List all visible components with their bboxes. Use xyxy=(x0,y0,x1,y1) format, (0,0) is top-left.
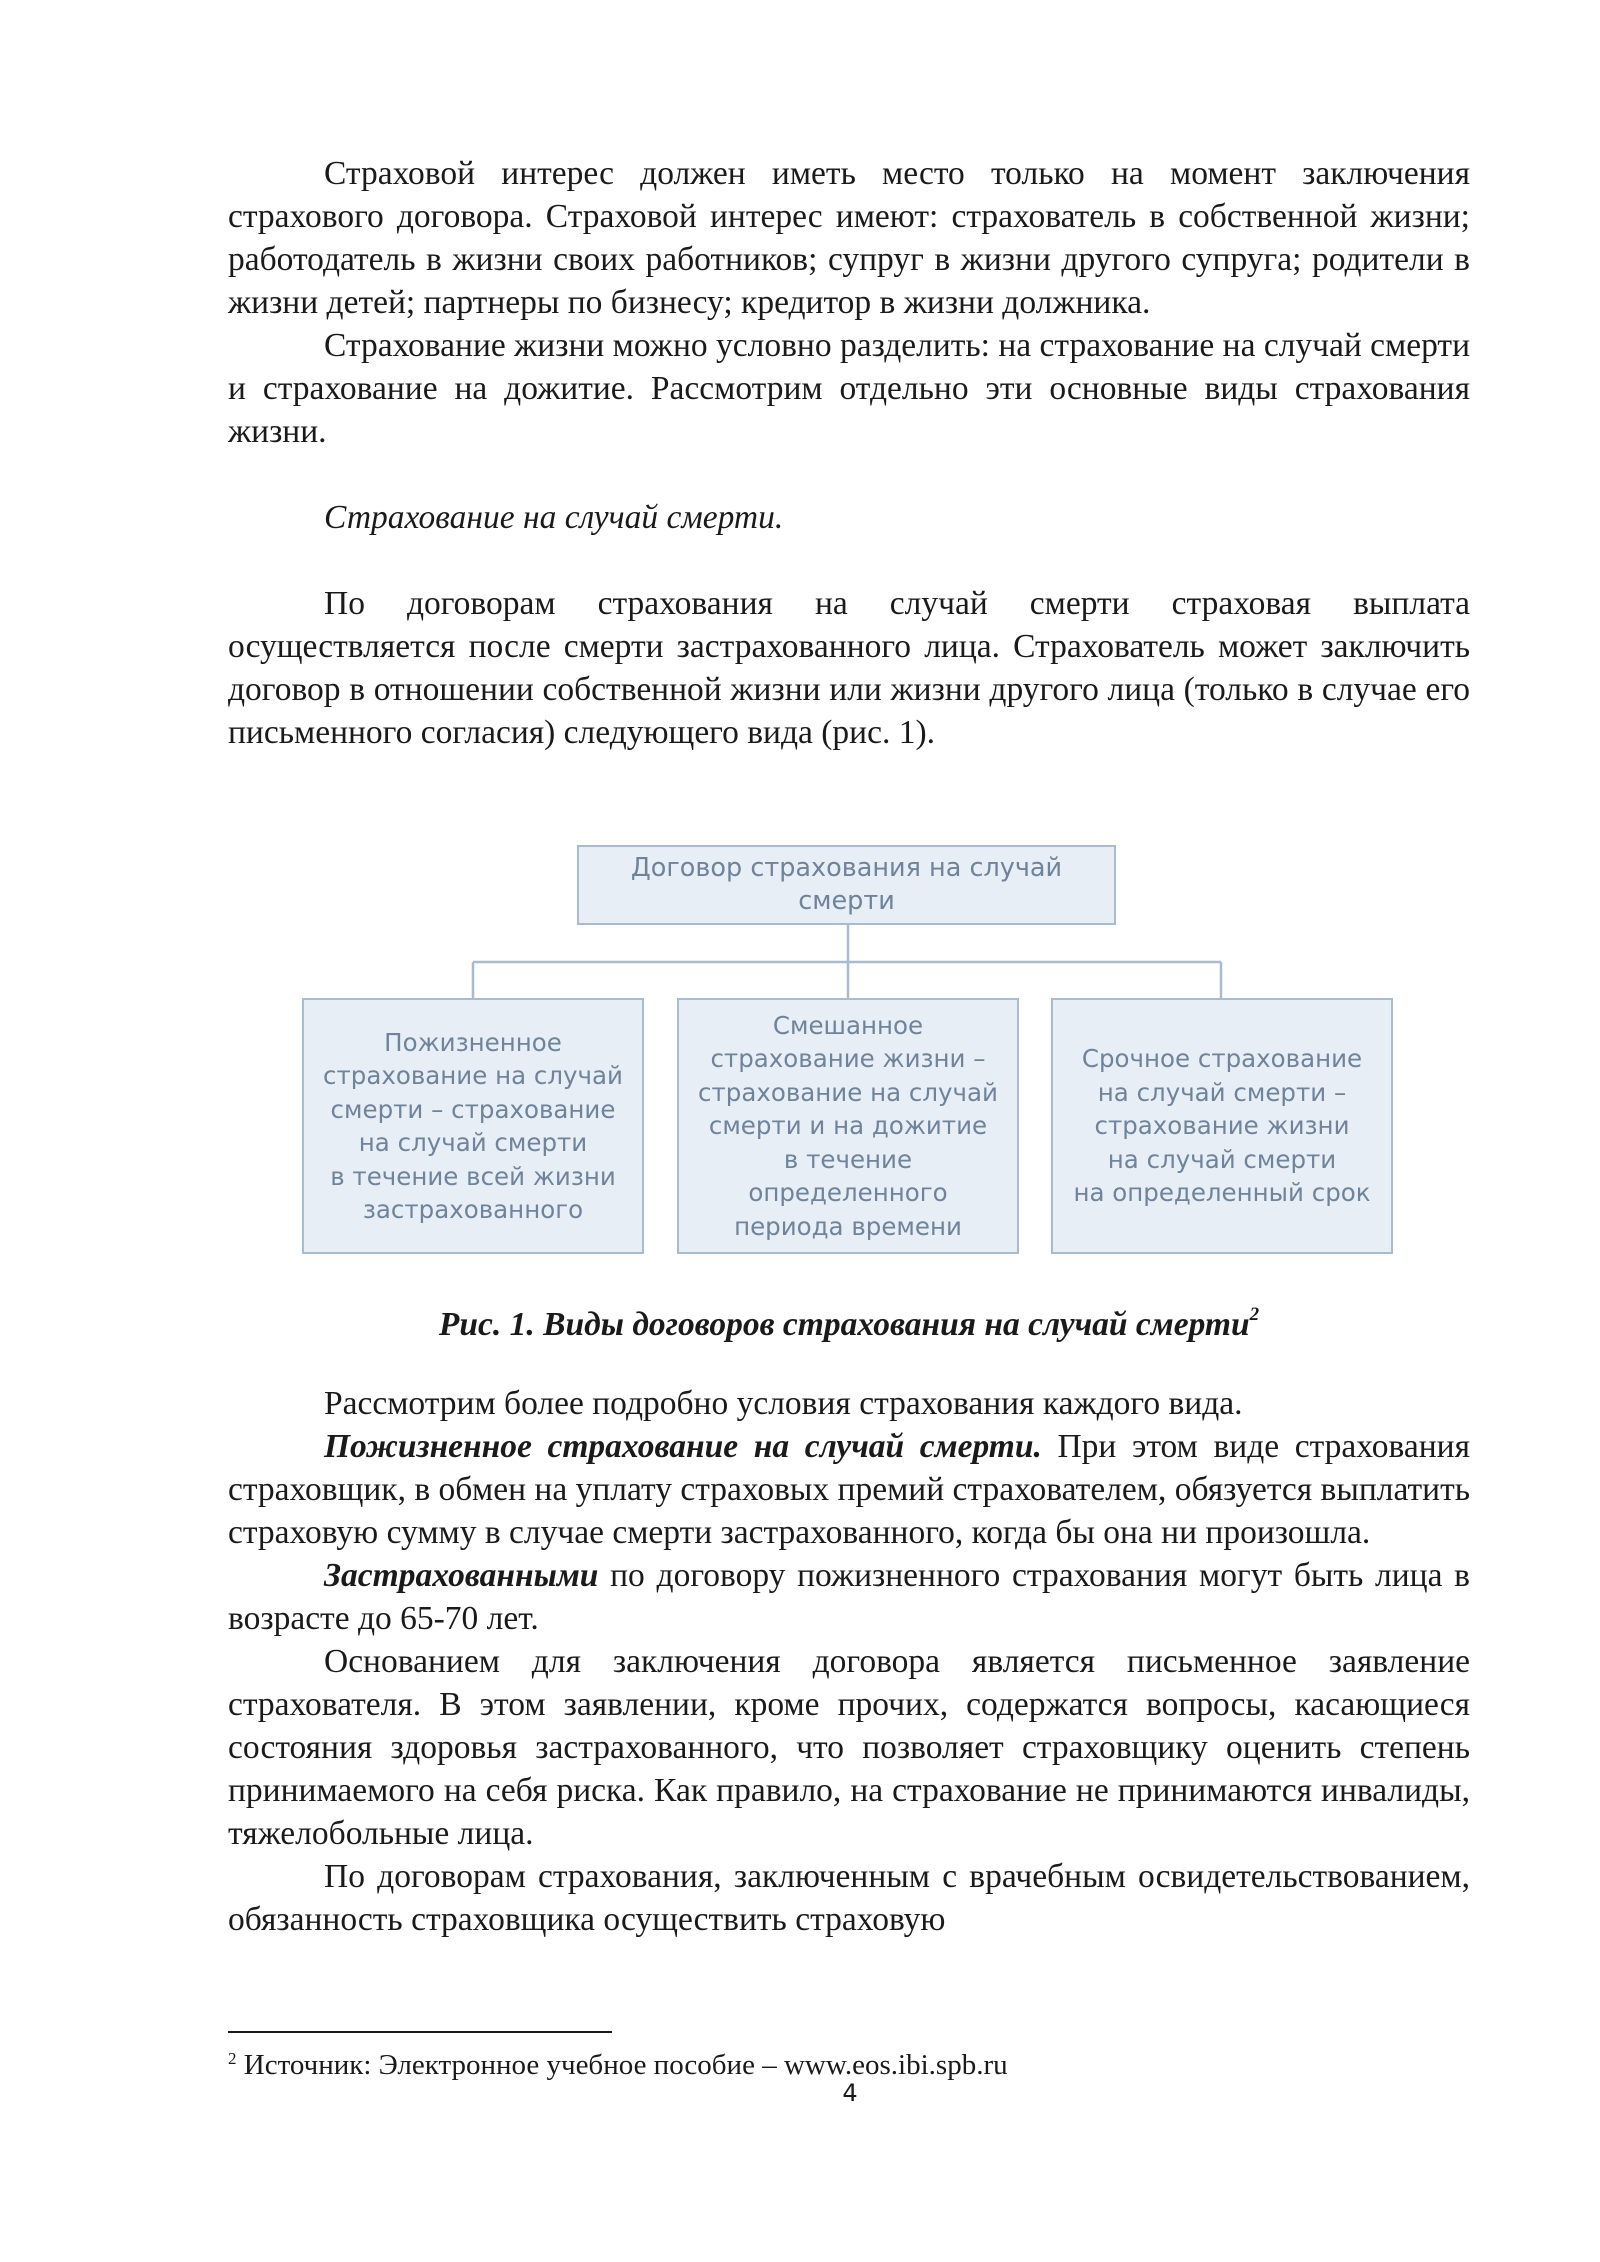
term-insured: Застрахованными xyxy=(324,1557,599,1594)
diagram-box-term: Срочное страхование на случай смерти – страхование жизни на случай смерти на определенный срок xyxy=(1051,998,1393,1254)
bottom-text-block xyxy=(228,1382,1470,1941)
paragraph-consider: Рассмотрим более подробно условия страхования каждого вида. xyxy=(324,1385,1243,1422)
paragraph-insured-persons: Застрахованными по договору пожизненного страхования могут быть лица в возрасте до 65-70 лет. xyxy=(228,1557,1470,1637)
footnote-mark: 2 xyxy=(228,2049,237,2068)
paragraph-application: Основанием для заключения договора является письменное заявление страхователя. В этом заявлении, кроме прочих, содержатся вопросы, касающиеся состояния здоровья застрахованного, что позволяет страховщику оценить степень принимаемого на себя риска. Как правило, на страхование не принимаются инвалиды, тяжелобольные лица. xyxy=(228,1643,1470,1852)
diagram-root-box: Договор страхования на случай смерти xyxy=(577,845,1116,925)
paragraph-medical-exam: По договорам страхования, заключенным с врачебным освидетельствованием, обязанность страховщика осуществить страховую xyxy=(228,1858,1470,1938)
footnote-text: Источник: Электронное учебное пособие – www.eos.ibi.spb.ru xyxy=(236,2049,1008,2081)
caption-footnote-mark: 2 xyxy=(1249,1304,1260,1325)
section-heading: Страхование на случай смерти. xyxy=(324,499,784,536)
paragraph-lifetime-insurance: Пожизненное страхование на случай смерти. При этом виде страхования страховщик, в обмен на уплату страховых премий страхователем, обязуется выплатить страховую сумму в случае смерти застрахованного, когда бы она ни произошла. xyxy=(228,1428,1470,1551)
page-number: 4 xyxy=(842,2079,858,2107)
diagram-box-lifetime: Пожизненное страхование на случай смерти – страхование на случай смерти в течение всей жизни застрахованного xyxy=(302,998,644,1254)
top-text-block xyxy=(228,152,1470,754)
figure-caption xyxy=(228,1303,1470,1346)
caption-text: Рис. 1. Виды договоров страхования на случай смерти xyxy=(438,1306,1250,1343)
footnote xyxy=(228,2041,1008,2083)
paragraph-life-insurance-types: Страхование жизни можно условно разделить: на страхование на случай смерти и страхование на дожитие. Рассмотрим отдельно эти основные виды страхования жизни. xyxy=(228,327,1470,450)
paragraph-insurance-interest: Страховой интерес должен иметь место только на момент заключения страхового договора. Страховой интерес имеют: страхователь в собственной жизни; работодатель в жизни своих работников; супруг в жизни другого супруга; родители в жизни детей; партнеры по бизнесу; кредитор в жизни должника. xyxy=(228,155,1470,321)
footnote-separator xyxy=(228,2031,612,2033)
paragraph-death-insurance-intro: По договорам страхования на случай смерти страховая выплата осуществляется после смерти застрахованного лица. Страхователь может заключить договор в отношении собственной жизни или жизни другого лица (только в случае его письменного согласия) следующего вида (рис. 1). xyxy=(228,585,1470,751)
term-lifetime-insurance: Пожизненное страхование на случай смерти. xyxy=(324,1428,1042,1465)
diagram-box-mixed: Смешанное страхование жизни – страхование на случай смерти и на дожитие в течение определенного периода времени xyxy=(677,998,1019,1254)
